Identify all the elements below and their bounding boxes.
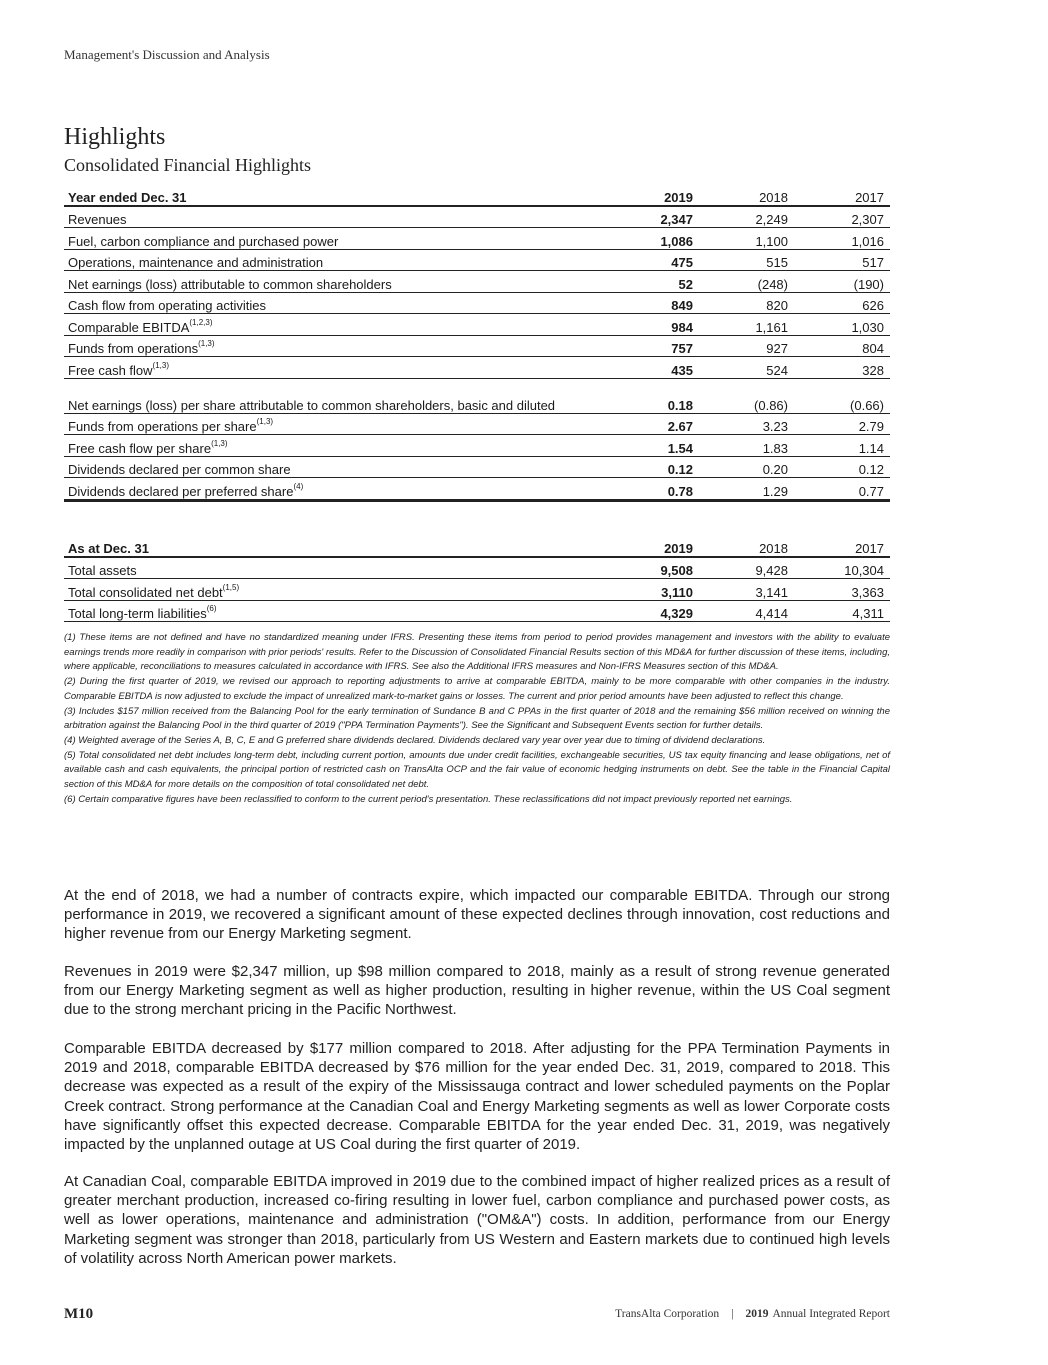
value-2018: 1,161	[699, 314, 794, 336]
row-label-text: Free cash flow	[68, 362, 153, 378]
table-row	[64, 600, 890, 622]
section-title: Highlights	[64, 124, 166, 150]
value-2017: 1,016	[794, 228, 890, 250]
value-2019: 3,110	[604, 579, 699, 601]
row-label	[64, 456, 604, 478]
value-2019: 2.67	[604, 413, 699, 435]
table-row	[64, 579, 890, 601]
footnote-reference: (1,3)	[198, 339, 215, 348]
body-paragraph: At Canadian Coal, comparable EBITDA improved in 2019 due to the combined impact of higher realized prices as a result of greater merchant production, increased co-firing resulting in lower fuel, carbon compliance and purchased power costs, as well as lower operations, maintenance and administration ("OM&A") costs. In addition, performance from our Energy Marketing segment was stronger than 2018, particularly from US Western and Eastern markets due to continued high levels of volatility across North American power markets.	[64, 1173, 890, 1267]
value-2018: 4,414	[699, 600, 794, 622]
header-label: As at Dec. 31	[64, 535, 604, 557]
table-row	[64, 456, 890, 478]
row-label-text: Operations, maintenance and administration	[68, 255, 324, 270]
row-label	[64, 228, 604, 250]
value-2017: 517	[794, 249, 890, 271]
row-label-text: Funds from operations	[68, 341, 199, 356]
footnote: (5) Total consolidated net debt includes long-term debt, including current portion, amounts due under credit facilities, exchangeable securities, US tax equity financing and lease obligations, net of available cash and cash equivalents, the principal portion of restricted cash on TransAlta OCP and the fair value of economic hedging instruments on debt. See the table in the Financial Capital section of this MD&A for more details on the composition of total consolidated net debt.	[64, 749, 890, 791]
header-year: 2018	[699, 535, 794, 557]
value-2019: 849	[604, 292, 699, 314]
value-2018: (0.86)	[699, 378, 794, 413]
table-row	[64, 292, 890, 314]
row-label-text: Total consolidated net debt	[68, 584, 223, 600]
footnote: (3) Includes $157 million received from the Balancing Pool for the early termination of Sundance B and C PPAs in the first quarter of 2018 and the remaining $56 million received on winning the arbitration against the Balancing Pool in the third quarter of 2019 ("PPA Termination Payments"). See the Significant and Subsequent Events section for further details.	[64, 705, 890, 732]
value-2017: 804	[794, 335, 890, 357]
value-2018: 524	[699, 357, 794, 379]
row-label-text: Free cash flow per share	[68, 440, 212, 456]
footnote: (2) During the first quarter of 2019, we revised our approach to reporting adjustments to arrive at comparable EBITDA, mainly to be more comparable with other companies in the industry. Comparable EBITDA is now adjusted to exclude the impact of unrealized mark-to-market gains or losses. The current and prior period amounts have been adjusted to reflect this change.	[64, 676, 890, 702]
value-2017: (190)	[794, 271, 890, 293]
value-2017: 2,307	[794, 206, 890, 228]
footnotes	[64, 631, 890, 807]
header-label: Year ended Dec. 31	[64, 184, 604, 206]
table-row	[64, 335, 890, 357]
row-label	[64, 600, 604, 622]
footnote-reference: (6)	[206, 604, 217, 613]
row-label	[64, 378, 604, 413]
row-label-text: Revenues	[68, 212, 127, 227]
row-label	[64, 557, 604, 579]
row-label	[64, 478, 604, 501]
row-label-text: Total assets	[68, 563, 137, 578]
row-label-text: Dividends declared per preferred share	[68, 483, 294, 499]
row-label-text: Funds from operations per share	[68, 419, 257, 434]
row-label	[64, 357, 604, 379]
value-2018: 0.20	[699, 456, 794, 478]
footnote-reference: (4)	[293, 481, 304, 491]
row-label-text: Total long-term liabilities	[68, 606, 207, 621]
value-2019: 757	[604, 335, 699, 357]
table-header-row	[64, 535, 890, 557]
section-subtitle: Consolidated Financial Highlights	[64, 155, 311, 175]
footnote-reference: (1,2,3)	[189, 317, 213, 327]
footnote: (4) Weighted average of the Series A, B, C, E and G preferred share dividends declared. Dividends declared vary year over year due to timing of dividend declarations.	[64, 734, 766, 746]
value-2018: 3,141	[699, 579, 794, 601]
footnote-reference: (1,3)	[211, 438, 228, 448]
value-2018: 515	[699, 249, 794, 271]
row-label-text: Dividends declared per common share	[68, 462, 291, 477]
footer-report-name: Annual Integrated Report	[772, 1308, 890, 1320]
header-year: 2018	[699, 184, 794, 206]
row-label	[64, 335, 604, 357]
running-header: Management's Discussion and Analysis	[64, 47, 270, 62]
value-2017: 1,030	[794, 314, 890, 336]
value-2017: 1.14	[794, 435, 890, 457]
header-year: 2019	[604, 535, 699, 557]
row-label	[64, 579, 604, 601]
table-row	[64, 271, 890, 293]
value-2019: 984	[604, 314, 699, 336]
row-label-text: Cash flow from operating activities	[68, 298, 266, 313]
row-label-text: Net earnings (loss) attributable to common shareholders	[68, 276, 392, 292]
value-2018: 9,428	[699, 557, 794, 579]
body-paragraph: Comparable EBITDA decreased by $177 million compared to 2018. After adjusting for the PPA Termination Payments in 2019 and 2018, comparable EBITDA decreased by $76 million for the year ended Dec. 31, 2019, compared to 2018. This decrease was expected as a result of the expiry of the Mississauga contract and lower scheduled payments on the Poplar Creek contract. Strong performance at the Canadian Coal and Energy Marketing segments as well as lower Corporate costs have significantly offset this expected decrease. Comparable EBITDA for the year ended Dec. 31, 2019, was negatively impacted by the unplanned outage at US Coal during the first quarter of 2019.	[64, 1040, 890, 1154]
income-highlights-table	[64, 184, 890, 502]
footnote: (6) Certain comparative figures have been reclassified to conform to the current period's presentation. These reclassifications did not impact previously reported net earnings.	[64, 793, 793, 805]
table-row	[64, 378, 890, 413]
value-2018: 2,249	[699, 206, 794, 228]
footer-year: 2019	[745, 1308, 769, 1320]
header-year: 2017	[794, 535, 890, 557]
table-row	[64, 357, 890, 379]
footer-report-info	[615, 1308, 890, 1320]
row-label	[64, 292, 604, 314]
row-label-text: Net earnings (loss) per share attributable to common shareholders, basic and diluted	[68, 397, 556, 413]
value-2019: 2,347	[604, 206, 699, 228]
value-2018: 3.23	[699, 413, 794, 435]
footnote-reference: (1,3)	[256, 417, 274, 426]
value-2017: 0.77	[794, 478, 890, 501]
value-2019: 0.12	[604, 456, 699, 478]
footer-company: TransAlta Corporation	[615, 1308, 720, 1320]
value-2017: 2.79	[794, 413, 890, 435]
table-row	[64, 206, 890, 228]
value-2019: 4,329	[604, 600, 699, 622]
body-paragraph: At the end of 2018, we had a number of contracts expire, which impacted our comparable EBITDA. Through our strong performance in 2019, we recovered a significant amount of these expected declines through innovation, cost reductions and higher revenue from our Energy Marketing segment.	[64, 887, 890, 943]
row-label	[64, 314, 604, 336]
value-2019: 0.18	[604, 378, 699, 413]
value-2018: 1.29	[699, 478, 794, 501]
header-year: 2017	[794, 184, 890, 206]
footnote-reference: (1,5)	[222, 582, 240, 592]
value-2019: 1.54	[604, 435, 699, 457]
value-2019: 9,508	[604, 557, 699, 579]
value-2019: 475	[604, 249, 699, 271]
value-2019: 0.78	[604, 478, 699, 501]
value-2018: 1,100	[699, 228, 794, 250]
value-2019: 435	[604, 357, 699, 379]
footnote-reference: (1,3)	[152, 360, 169, 370]
value-2017: 0.12	[794, 456, 890, 478]
row-label	[64, 271, 604, 293]
table-row	[64, 478, 890, 501]
row-label-text: Comparable EBITDA	[68, 319, 190, 335]
value-2018: 927	[699, 335, 794, 357]
value-2017: 328	[794, 357, 890, 379]
value-2019: 1,086	[604, 228, 699, 250]
header-year: 2019	[604, 184, 699, 206]
table-row	[64, 413, 890, 435]
value-2019: 52	[604, 271, 699, 293]
row-label-text: Fuel, carbon compliance and purchased power	[68, 233, 339, 249]
table-header-row	[64, 184, 890, 206]
row-label	[64, 206, 604, 228]
row-label	[64, 249, 604, 271]
page-number: M10	[64, 1306, 94, 1322]
value-2017: (0.66)	[794, 378, 890, 413]
value-2018: 1.83	[699, 435, 794, 457]
footnote: (1) These items are not defined and have no standardized meaning under IFRS. Presenting these items from period to period provides management and investors with the ability to evaluate earnings trends more readily in comparison with prior periods' results. Refer to the Discussion of Consolidated Financial Results section of this MD&A for further discussion of these items, including, where applicable, reconciliations to measures calculated in accordance with IFRS. See also the Additional IFRS measures and Non-IFRS Measures section of this MD&A.	[64, 632, 890, 673]
table-row	[64, 557, 890, 579]
balance-highlights-table	[64, 535, 890, 622]
value-2017: 3,363	[794, 579, 890, 601]
body-paragraph: Revenues in 2019 were $2,347 million, up $98 million compared to 2018, mainly as a result of strong revenue generated from our Energy Marketing segment as well as higher production, resulting in higher revenue, within the US Coal segment due to the strong merchant pricing in the Pacific Northwest.	[64, 963, 890, 1019]
value-2018: (248)	[699, 271, 794, 293]
footer-separator: |	[731, 1308, 734, 1320]
value-2017: 626	[794, 292, 890, 314]
table-row	[64, 228, 890, 250]
row-label	[64, 413, 604, 435]
value-2017: 4,311	[794, 600, 890, 622]
value-2017: 10,304	[794, 557, 890, 579]
table-row	[64, 249, 890, 271]
row-label	[64, 435, 604, 457]
value-2018: 820	[699, 292, 794, 314]
table-row	[64, 314, 890, 336]
table-row	[64, 435, 890, 457]
